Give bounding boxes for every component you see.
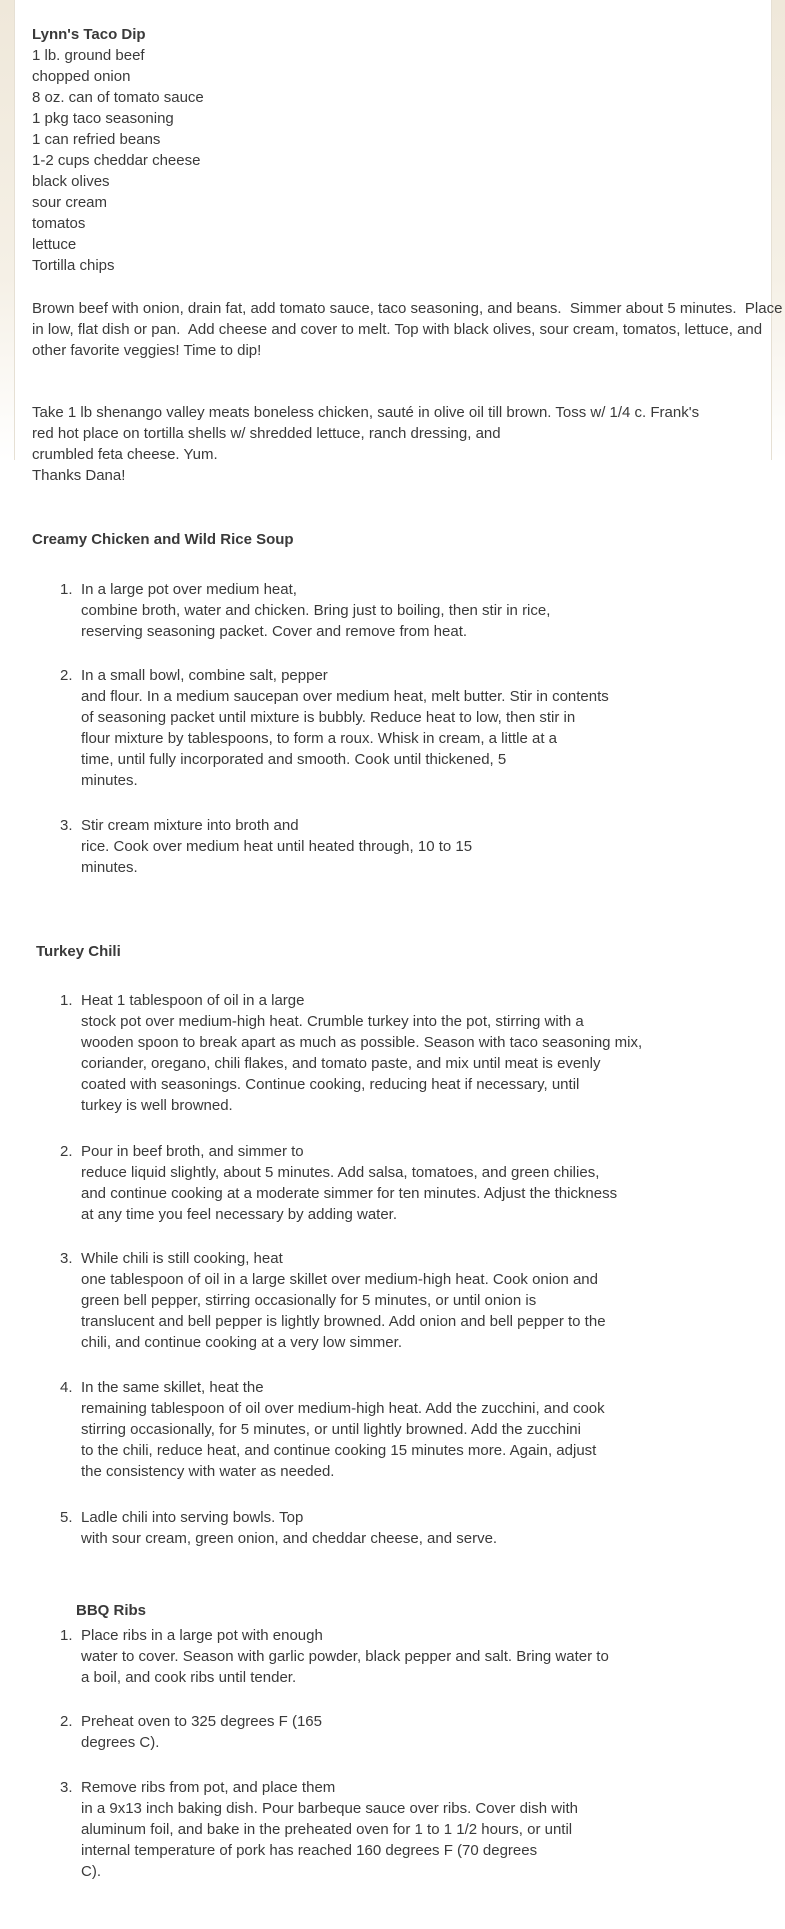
step-text-line: of seasoning packet until mixture is bubbly. Reduce heat to low, then stir in [81, 709, 576, 726]
step-number: 2. [60, 667, 73, 684]
step-text-line: rice. Cook over medium heat until heated through, 10 to 15 [81, 838, 473, 855]
recipe-title: BBQ Ribs [76, 1602, 147, 1619]
page-border-right [771, 0, 785, 460]
step-text-line: While chili is still cooking, heat [81, 1250, 283, 1267]
step-text-line: stock pot over medium-high heat. Crumble turkey into the pot, stirring with a [81, 1013, 584, 1030]
ingredient-item: black olives [32, 173, 110, 190]
step-number: 2. [60, 1143, 73, 1160]
directions-line: in low, flat dish or pan. Add cheese and cover to melt. Top with black olives, sour cream, tomatos, lettuce, and [32, 321, 763, 338]
step-text-line: degrees C). [81, 1734, 160, 1751]
step-text-line: and continue cooking at a moderate simmer for ten minutes. Adjust the thickness [81, 1185, 618, 1202]
step-text-line: one tablespoon of oil in a large skillet over medium-high heat. Cook onion and [81, 1271, 598, 1288]
step-text-line: remaining tablespoon of oil over medium-high heat. Add the zucchini, and cook [81, 1400, 605, 1417]
step-text-line: time, until fully incorporated and smooth. Cook until thickened, 5 [81, 751, 507, 768]
step-text-line: the consistency with water as needed. [81, 1463, 335, 1480]
recipe-title: Turkey Chili [36, 943, 121, 960]
step-text-line: C). [81, 1863, 101, 1880]
step-text-line: Heat 1 tablespoon of oil in a large [81, 992, 305, 1009]
step-text-line: Place ribs in a large pot with enough [81, 1627, 323, 1644]
ingredient-item: chopped onion [32, 68, 131, 85]
step-number: 1. [60, 992, 73, 1009]
step-number: 3. [60, 817, 73, 834]
step-number: 3. [60, 1779, 73, 1796]
step-number: 1. [60, 1627, 73, 1644]
step-text-line: translucent and bell pepper is lightly browned. Add onion and bell pepper to the [81, 1313, 606, 1330]
ingredient-item: 1 lb. ground beef [32, 47, 145, 64]
note-line: Take 1 lb shenango valley meats boneless chicken, sauté in olive oil till brown. Toss w/ 1/4 c. Frank's [32, 404, 700, 421]
step-number: 5. [60, 1509, 73, 1526]
step-text-line: flour mixture by tablespoons, to form a roux. Whisk in cream, a little at a [81, 730, 558, 747]
step-number: 1. [60, 581, 73, 598]
step-text-line: to the chili, reduce heat, and continue cooking 15 minutes more. Again, adjust [81, 1442, 597, 1459]
recipe-title: Creamy Chicken and Wild Rice Soup [32, 531, 294, 548]
note-line: crumbled feta cheese. Yum. [32, 446, 218, 463]
ingredient-item: 1 can refried beans [32, 131, 161, 148]
step-text-line: and flour. In a medium saucepan over medium heat, melt butter. Stir in contents [81, 688, 609, 705]
recipe-title: Lynn's Taco Dip [32, 26, 146, 43]
step-text-line: green bell pepper, stirring occasionally for 5 minutes, or until onion is [81, 1292, 537, 1309]
step-text-line: In a small bowl, combine salt, pepper [81, 667, 328, 684]
ingredient-item: Tortilla chips [32, 257, 115, 274]
step-text-line: minutes. [81, 772, 138, 789]
step-text-line: a boil, and cook ribs until tender. [81, 1669, 297, 1686]
step-text-line: aluminum foil, and bake in the preheated oven for 1 to 1 1/2 hours, or until [81, 1821, 573, 1838]
step-text-line: Ladle chili into serving bowls. Top [81, 1509, 304, 1526]
step-text-line: Stir cream mixture into broth and [81, 817, 299, 834]
ingredient-item: lettuce [32, 236, 77, 253]
step-text-line: combine broth, water and chicken. Bring just to boiling, then stir in rice, [81, 602, 551, 619]
step-text-line: reserving seasoning packet. Cover and remove from heat. [81, 623, 468, 640]
step-number: 4. [60, 1379, 73, 1396]
page-border-left [0, 0, 15, 460]
step-text-line: stirring occasionally, for 5 minutes, or until lightly browned. Add the zucchini [81, 1421, 581, 1438]
step-text-line: chili, and continue cooking at a very low simmer. [81, 1334, 402, 1351]
ingredient-item: 8 oz. can of tomato sauce [32, 89, 204, 106]
step-number: 3. [60, 1250, 73, 1267]
step-text-line: coriander, oregano, chili flakes, and tomato paste, and mix until meat is evenly [81, 1055, 601, 1072]
directions-line: other favorite veggies! Time to dip! [32, 342, 262, 359]
note-line: red hot place on tortilla shells w/ shredded lettuce, ranch dressing, and [32, 425, 501, 442]
step-text-line: in a 9x13 inch baking dish. Pour barbeque sauce over ribs. Cover dish with [81, 1800, 578, 1817]
step-text-line: reduce liquid slightly, about 5 minutes. Add salsa, tomatoes, and green chilies, [81, 1164, 600, 1181]
step-text-line: wooden spoon to break apart as much as possible. Season with taco seasoning mix, [81, 1034, 643, 1051]
step-text-line: Preheat oven to 325 degrees F (165 [81, 1713, 322, 1730]
step-text-line: Pour in beef broth, and simmer to [81, 1143, 304, 1160]
step-text-line: In a large pot over medium heat, [81, 581, 297, 598]
directions-line: Brown beef with onion, drain fat, add tomato sauce, taco seasoning, and beans. Simmer about 5 minutes. Place [32, 300, 783, 317]
ingredient-item: 1 pkg taco seasoning [32, 110, 174, 127]
step-text-line: In the same skillet, heat the [81, 1379, 264, 1396]
ingredient-item: tomatos [32, 215, 86, 232]
step-text-line: Remove ribs from pot, and place them [81, 1779, 336, 1796]
step-text-line: internal temperature of pork has reached 160 degrees F (70 degrees [81, 1842, 538, 1859]
step-text-line: coated with seasonings. Continue cooking, reducing heat if necessary, until [81, 1076, 580, 1093]
note-line: Thanks Dana! [32, 467, 126, 484]
step-text-line: at any time you feel necessary by adding water. [81, 1206, 398, 1223]
step-text-line: minutes. [81, 859, 138, 876]
ingredient-item: 1-2 cups cheddar cheese [32, 152, 201, 169]
step-text-line: turkey is well browned. [81, 1097, 233, 1114]
ingredient-item: sour cream [32, 194, 108, 211]
step-text-line: with sour cream, green onion, and cheddar cheese, and serve. [81, 1530, 498, 1547]
step-number: 2. [60, 1713, 73, 1730]
step-text-line: water to cover. Season with garlic powder, black pepper and salt. Bring water to [81, 1648, 609, 1665]
